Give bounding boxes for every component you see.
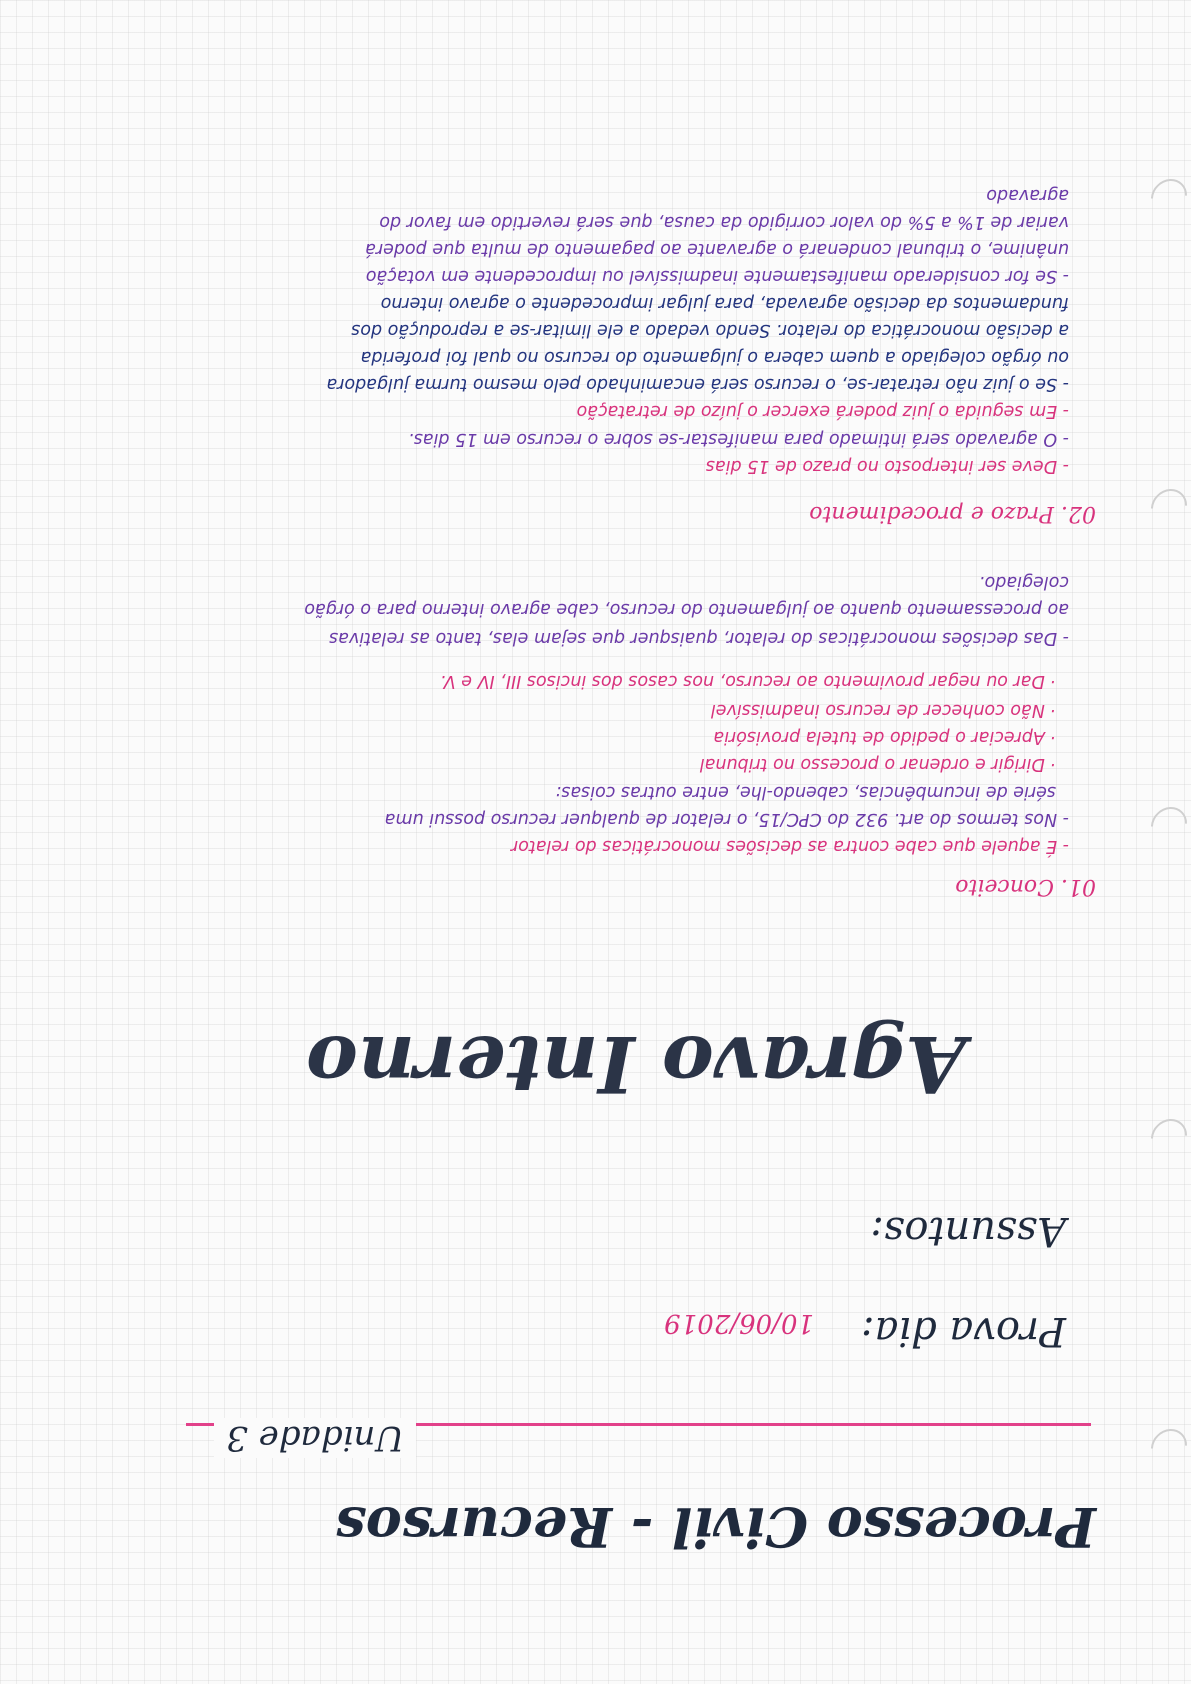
note-line: fundamentos da decisão agravada, para julgar improcedente o agravo interno: [380, 293, 1069, 313]
note-line: - Em seguida o juiz poderá exercer o juízo de retratação: [576, 401, 1069, 421]
exam-date-row: [664, 1308, 1066, 1354]
note-line: - Nos termos do art. 932 do CPC/15, o relator de qualquer recurso possui uma: [384, 809, 1069, 829]
note-line: · Não conhecer de recurso inadmissível: [710, 700, 1056, 720]
note-line: ou órgão colegiado a quem cabera o julgamento do recurso no qual foi proferida: [360, 347, 1069, 367]
note-line: - Das decisões monocráticas do relator, quaisquer que sejam elas, tanto as relativas: [329, 628, 1069, 648]
note-line: - Se o juiz não retratar-se, o recurso será encaminhado pelo mesmo turma julgadora: [326, 374, 1069, 394]
note-line: a decisão monocrática do relator. Sendo vedado a ele limitar-se a reprodução dos: [351, 320, 1069, 340]
section-title-conceito: 01. Conceito: [955, 874, 1096, 899]
exam-date-label: Prova dia:: [861, 1308, 1066, 1354]
note-line: colegiado.: [978, 572, 1069, 592]
note-line: série de incumbências, cabendo-lhe, entre outras coisas:: [555, 782, 1056, 802]
topic-title: Agravo Interno: [306, 1018, 966, 1109]
note-line: - É aquele que cabe contra as decisões monocráticas do relator: [510, 836, 1069, 856]
note-line: · Dar ou negar provimento ao recurso, nos casos dos incisos III, IV e V.: [440, 671, 1056, 691]
note-line: unânime, o tribunal condenará o agravante ao pagamento de multa que poderá: [365, 239, 1069, 259]
unit-label: Unidade 3: [214, 1418, 416, 1458]
page-title: Processo Civil - Recursos: [335, 1495, 1096, 1559]
note-line: · Dirigir e ordenar o processo no tribunal: [699, 754, 1056, 774]
note-line: variar de 1% a 5% do valor corrigido da causa, que será revertido em favor do: [379, 212, 1069, 232]
subjects-label: Assuntos:: [870, 1208, 1066, 1254]
note-line: - Se for considerado manifestamente inadmissível ou improcedente em votação: [365, 266, 1069, 286]
note-line: agravado: [986, 185, 1069, 205]
section-title-prazo: 02. Prazo e procedimento: [809, 501, 1096, 526]
note-line: - Deve ser interposto no prazo de 15 dias: [705, 456, 1069, 476]
note-line: ao processamento quanto ao julgamento do recurso, cabe agravo interno para o órgão: [304, 599, 1069, 619]
note-line: · Apreciar o pedido de tutela provisória: [713, 727, 1056, 747]
note-line: - O agravado será intimado para manifestar-se sobre o recurso em 15 dias.: [408, 429, 1069, 449]
exam-date-value: 10/06/2019: [664, 1308, 814, 1338]
